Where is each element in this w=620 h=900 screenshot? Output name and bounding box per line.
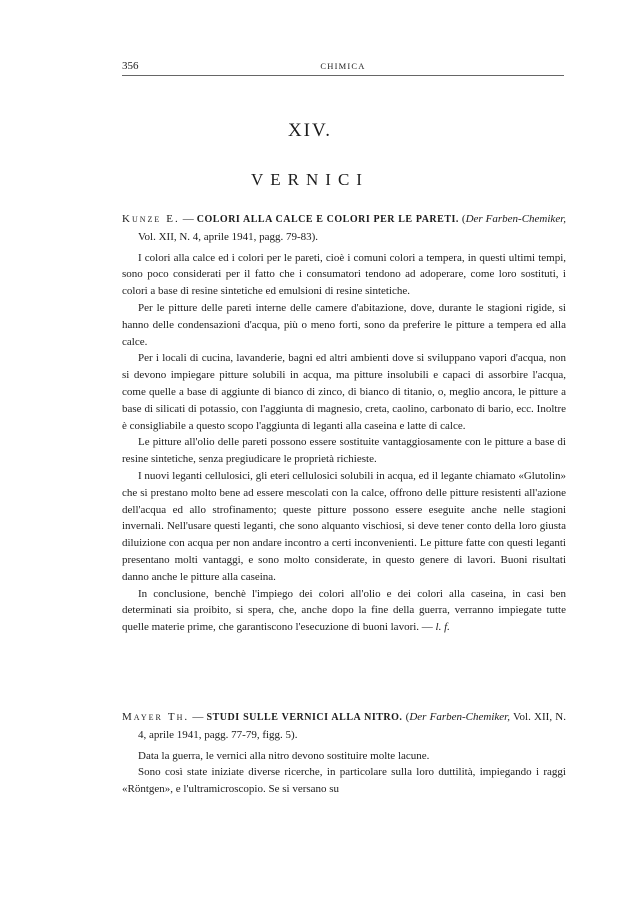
paragraph: I nuovi leganti cellulosici, gli eteri cellulosici solubili in acqua, ed il legante chiamato «Glutolin» che si prestano molto bene ad essere mescolati con la calce, offrono delle pitture resistenti all'azione dell'acqua ed allo strofinamento; queste pitture possono essere eseguite anche nelle stagioni invernali. Nell'usare questi leganti, che sono alquanto vischiosi, si deve tener conto della loro giusta diluizione con acqua per non andare incontro a certi inconvenienti. Le pitture fatte con questi leganti presentano molti vantaggi, e sono molto considerate, in questo genere di lavori. Buoni risultati danno anche le pitture alla caseina. <box>122 469 566 583</box>
entry-kunze <box>122 211 566 636</box>
page-header <box>122 60 564 76</box>
paragraph: Le pitture all'olio delle pareti possono essere sostituite vantaggiosamente con le pitture a base di resine sintetiche, senza pregiudicare le proprietà richieste. <box>122 436 566 466</box>
chapter-number: XIV. <box>287 120 333 141</box>
paragraph: Per i locali di cucina, lavanderie, bagni ed altri ambienti dove si sviluppano vapori d'acqua, non si devono impiegare pitture solubili in acqua, ma pitture insolubili e capaci di assorbire l'acqua, come quelle a base di aggiunte di bianco di zinco, di bianco di titanio, o, meglio ancora, le pitture a base di silicati di potassio, con l'aggiunta di magnesio, creta, caolino, carbonato di bario, ecc. Inoltre è consigliabile a questo scopo l'aggiunta di leganti alla caseina e latte di calce. <box>122 352 566 432</box>
paragraph: Per le pitture delle pareti interne delle camere d'abitazione, dove, durante le stagioni rigide, si hanno delle condensazioni d'acqua, più o meno forti, sono da preferire le pitture a tempera ed alla calce. <box>122 301 566 348</box>
signature: l. f. <box>435 621 450 634</box>
paragraph: Data la guerra, le vernici alla nitro devono sostituire molte lacune. <box>138 749 430 762</box>
ref-open: ( <box>458 213 466 225</box>
paragraph-text: In conclusione, benchè l'impiego dei colori all'olio e dei colori alla caseina, in casi ben determinati sia proibito, si spera, che, anche dopo la fine della guerra, verranno impiegate tutte quelle materie prime, che garantiscono l'esecuzione di buoni lavori. — <box>122 587 566 634</box>
page-number: 356 <box>122 60 139 72</box>
author-name: Kunze E. <box>122 213 180 225</box>
heading-dash: — <box>179 213 197 225</box>
entry-heading <box>122 709 566 744</box>
article-title: COLORI ALLA CALCE E COLORI PER LE PARETI. <box>196 214 459 225</box>
heading-dash: — <box>189 711 207 723</box>
paragraph: I colori alla calce ed i colori per le pareti, cioè i comuni colori a tempera, in questi ultimi tempi, sono poco considerati per il fatto che i consumatori tendono ad adoperare, come loro sostituti, i colori a base di resine sintetiche ed emulsioni di resine sintetiche. <box>122 251 566 298</box>
paragraph: Sono così state iniziate diverse ricerche, in particolare sulla loro duttilità, impiegando i raggi «Röntgen», e l'ultramicroscopio. Se si versano su <box>122 766 566 796</box>
citation-details: Vol. XII, N. 4, aprile 1941, pagg. 77-79, figg. 5). <box>138 711 566 741</box>
chapter-title: VERNICI <box>251 170 369 189</box>
running-title: CHIMICA <box>320 61 366 71</box>
entry-heading <box>122 211 566 246</box>
citation-details: Vol. XII, N. 4, aprile 1941, pagg. 79-83). <box>138 230 319 243</box>
entry-mayer <box>122 709 566 798</box>
journal-name: Der Farben-Chemiker, <box>465 213 567 225</box>
paragraph <box>122 586 566 636</box>
article-title: STUDI SULLE VERNICI ALLA NITRO. <box>206 712 403 723</box>
author-name: Mayer Th. <box>122 711 190 723</box>
journal-name: Der Farben-Chemiker, <box>409 711 510 723</box>
ref-open: ( <box>402 711 410 723</box>
header-rule <box>122 75 564 76</box>
